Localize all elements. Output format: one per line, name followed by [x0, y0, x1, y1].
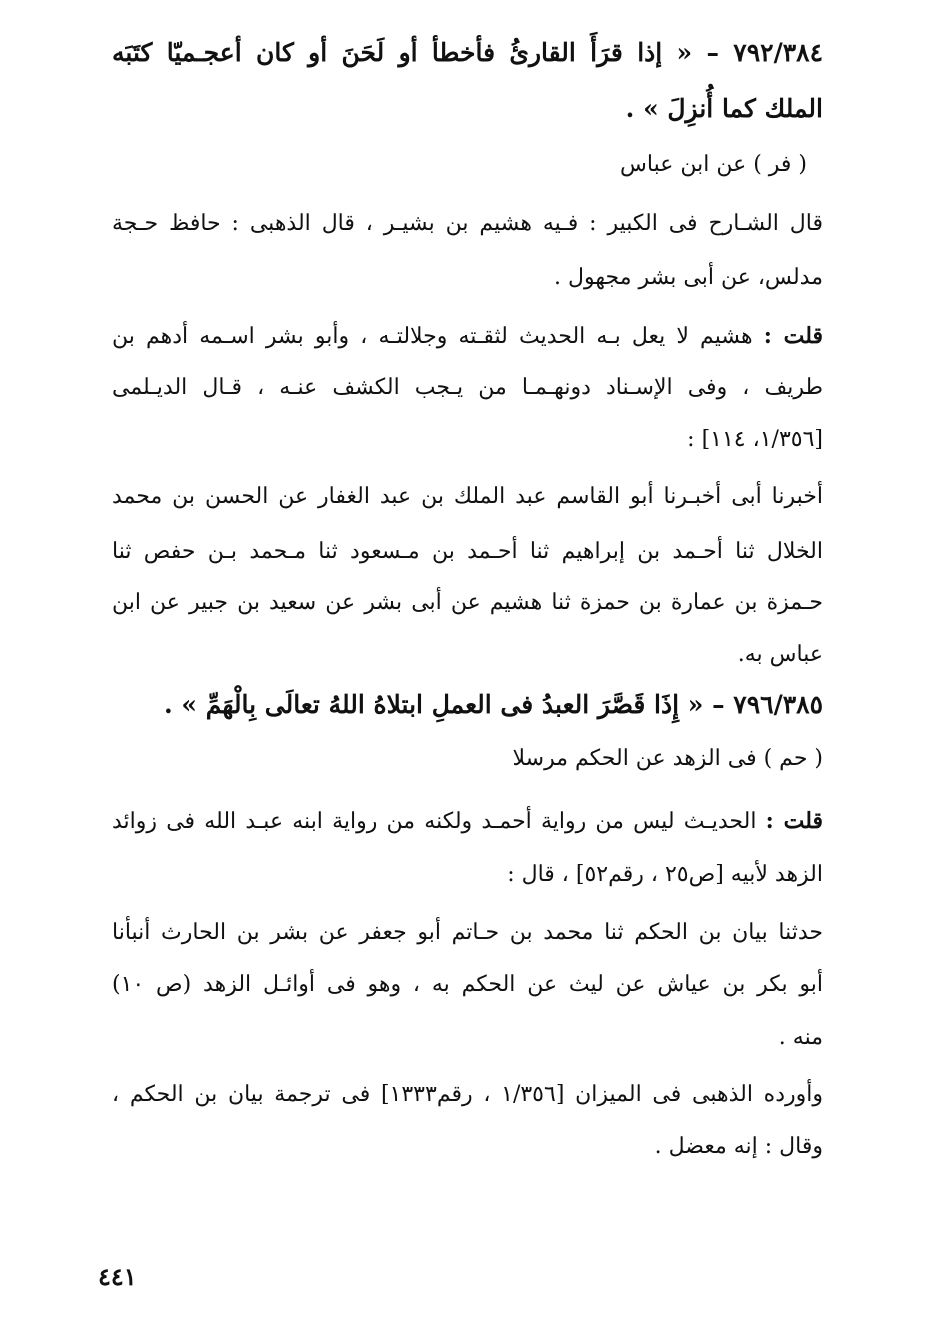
isnad-line: حـمزة بن عمارة بن حمزة ثنا هشيم عن أبى بشر عن سعيد بن جبير عن ابن [112, 590, 823, 615]
note-text: هشيم لا يعل بـه الحديث لثقـته وجلالتـه ، وأبو بشر اسـمه أدهم بن [112, 324, 753, 349]
note-label: قلت : [763, 323, 823, 349]
note-line-first [112, 806, 823, 836]
isnad-line: أبو بكر بن عياش عن ليث عن الحكم به ، وهو فى أوائـل الزهد (ص ١٠) [112, 972, 823, 997]
note-line: [١/٣٥٦، ١١٤] : [687, 427, 823, 452]
note-line: الزهد لأبيه [ص٢٥ ، رقم٥٢] ، قال : [507, 862, 823, 887]
hadith-text-line: ٧٩٦/٣٨٥ – « إِذَا قَصَّرَ العبدُ فى العملِ ابتلاهُ اللهُ تعالَى بِالْهَمِّ » . [164, 690, 823, 719]
hadith-source: ( فر ) عن ابن عباس [620, 152, 807, 177]
isnad-line: منه . [778, 1025, 823, 1050]
closing-line: وقال : إنه معضل . [654, 1134, 823, 1159]
closing-line: وأورده الذهبى فى الميزان [١/٣٥٦ ، رقم١٣٣٣] فى ترجمة بيان بن الحكم ، [112, 1082, 823, 1107]
note-label: قلت : [765, 808, 824, 834]
hadith-text-line: ٧٩٢/٣٨٤ – « إذا قرَأَ القارئُ فأخطأ أو لَحَنَ أو كان أعجـميّا كتَبَه [112, 38, 823, 67]
isnad-line: حدثنا بيان بن الحكم ثنا محمد بن حـاتم أبو جعفر عن بشر بن الحارث أنبأنا [112, 920, 823, 945]
page-number: ٤٤١ [98, 1262, 137, 1291]
commentary-line: مدلس، عن أبى بشر مجهول . [554, 265, 823, 290]
isnad-line: عباس به. [737, 642, 823, 667]
note-text: الحديـث ليس من رواية أحمـد ولكنه من رواية ابنه عبـد الله فى زوائد [112, 809, 757, 834]
isnad-line: الخلال ثنا أحـمد بن إبراهيم ثنا أحـمد بن مـسعود ثنا مـحمد بـن حفص ثنا [112, 539, 823, 564]
hadith-text-line: الملك كما أُنزِلَ » . [625, 94, 823, 123]
note-line-first [112, 321, 823, 351]
isnad-line: أخبرنا أبى أخبـرنا أبو القاسم عبد الملك بن عبد الغفار عن الحسن بن محمد [112, 484, 823, 509]
hadith-source: ( حم ) فى الزهد عن الحكم مرسلا [512, 746, 823, 771]
commentary-line: قال الشـارح فى الكبير : فـيه هشيم بن بشيـر ، قال الذهبى : حافظ حـجة [112, 211, 823, 236]
note-line: طريف ، وفى الإسـناد دونهـمـا من يـجب الكشف عنـه ، قـال الديـلمى [112, 375, 823, 400]
